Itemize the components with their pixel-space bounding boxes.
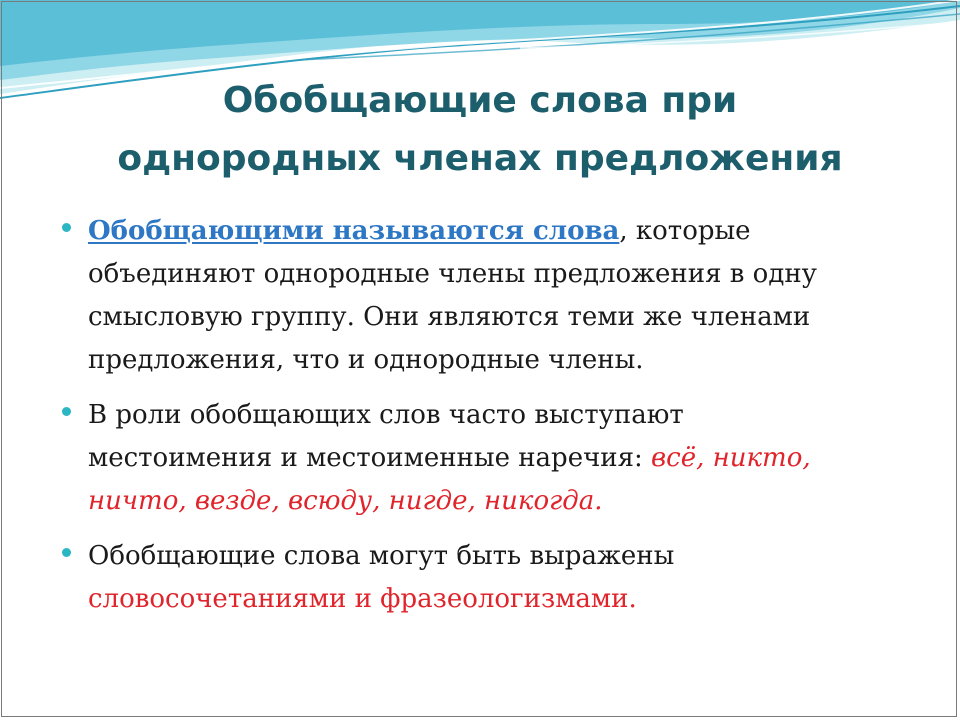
- title-line-1: Обобщающие слова при: [222, 80, 738, 121]
- definition-link[interactable]: Обобщающими называются слова: [88, 216, 620, 246]
- page-title: [40, 72, 920, 188]
- bullet-dot-icon: [62, 223, 71, 232]
- bullet-dot-icon: [62, 548, 71, 557]
- list-item: [62, 210, 862, 382]
- list-item: [62, 394, 862, 523]
- list-item-text: В роли обобщающих слов часто выступают местоимения и местоименные наречия:: [88, 400, 684, 473]
- title-line-2: однородных членах предложения: [117, 138, 843, 179]
- examples-highlight: всё, никто, ничто, везде, всюду, нигде, никогда.: [88, 443, 811, 516]
- bullet-list: [62, 210, 862, 633]
- phrases-highlight: словосочетаниями и фразеологизмами.: [88, 584, 637, 614]
- list-item: [62, 535, 862, 621]
- list-item-text: , которые объединяют однородные члены предложения в одну смысловую группу. Они являются теми же членами предложения, что и однородные члены.: [88, 216, 817, 375]
- bullet-dot-icon: [62, 407, 71, 416]
- list-item-text: Обобщающие слова могут быть выражены: [88, 541, 675, 571]
